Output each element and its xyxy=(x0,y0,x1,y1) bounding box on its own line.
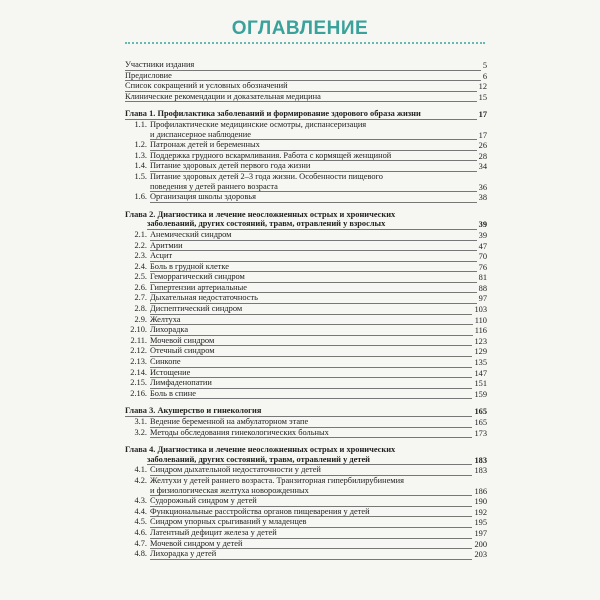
toc-subentry[interactable]: 2.12. Отечный синдром 129 xyxy=(130,346,487,357)
toc-subentry[interactable]: 2.2. Аритмии 47 xyxy=(134,240,487,251)
toc-subentry[interactable]: 4.7. Мочевой синдром у детей 200 xyxy=(134,538,487,549)
toc-subentry[interactable]: 2.10. Лихорадка 116 xyxy=(130,325,487,336)
table-of-contents xyxy=(125,60,487,560)
toc-subentry[interactable]: 3.1. Ведение беременной на амбулаторном этапе 165 xyxy=(134,417,487,427)
toc-subentry[interactable]: 2.7. Дыхательная недостаточность 97 xyxy=(134,293,487,304)
toc-subentry[interactable]: 2.15. Лимфаденопатии 151 xyxy=(130,378,487,389)
toc-subentry[interactable]: 1.1. Профилактические медицинские осмотры, диспансеризация и диспансерное наблюдение 17 xyxy=(134,119,487,140)
toc-subentry[interactable]: 4.1. Синдром дыхательной недостаточности у детей 183 xyxy=(134,465,487,476)
toc-subentry[interactable]: 4.5. Синдром упорных срыгиваний у младенцев 195 xyxy=(134,517,487,528)
toc-subentry[interactable]: 2.5. Геморрагический синдром 81 xyxy=(134,272,487,283)
chapter-3-heading[interactable]: Глава 3. Акушерство и гинекология 165 xyxy=(125,406,487,417)
toc-subentry[interactable]: 2.8. Диспептический синдром 103 xyxy=(134,304,487,315)
toc-subentry[interactable]: 4.4. Функциональные расстройства органов пищеварения у детей 192 xyxy=(134,506,487,517)
chapter-4-heading[interactable]: Глава 4. Диагностика и лечение неосложненных острых и хронических заболеваний, других состояний, травм, отравлений у детей 183 xyxy=(125,445,487,465)
toc-entry[interactable]: Клинические рекомендации и доказательная медицина 15 xyxy=(125,91,487,102)
chapter-1-heading[interactable]: Глава 1. Профилактика заболеваний и формирование здорового образа жизни 17 xyxy=(125,109,487,120)
toc-subentry[interactable]: 3.2. Методы обследования гинекологических больных 173 xyxy=(134,427,487,438)
toc-subentry[interactable]: 4.3. Судорожный синдром у детей 190 xyxy=(134,496,487,507)
page-title: ОГЛАВЛЕНИЕ xyxy=(231,18,369,39)
toc-entry[interactable]: Список сокращений и условных обозначений 12 xyxy=(125,81,487,92)
toc-subentry[interactable]: 2.14. Истощение 147 xyxy=(130,367,487,378)
toc-subentry[interactable]: 4.2. Желтухи у детей раннего возраста. Транзиторная гипербилирубинемия и физиологическая желтуха новорожденных 186 xyxy=(134,475,487,496)
toc-subentry[interactable]: 4.8. Лихорадка у детей 203 xyxy=(134,549,487,560)
toc-entry[interactable]: Предисловие 6 xyxy=(125,70,487,81)
chapter-2-heading[interactable]: Глава 2. Диагностика и лечение неосложненных острых и хронических заболеваний, других состояний, травм, отравлений у взрослых 39 xyxy=(125,209,487,230)
toc-subentry[interactable]: 1.4. Питание здоровых детей первого года жизни 34 xyxy=(134,161,487,172)
toc-subentry[interactable]: 2.9. Желтуха 110 xyxy=(134,314,487,325)
toc-subentry[interactable]: 1.6. Организация школы здоровья 38 xyxy=(134,192,487,203)
toc-entry[interactable]: Участники издания 5 xyxy=(125,60,487,70)
toc-subentry[interactable]: 2.3. Асцит 70 xyxy=(134,251,487,262)
toc-subentry[interactable]: 2.1. Анемический синдром 39 xyxy=(134,229,487,240)
toc-subentry[interactable]: 2.4. Боль в грудной клетке 76 xyxy=(134,261,487,272)
toc-subentry[interactable]: 1.3. Поддержка грудного вскармливания. Работа с кормящей женщиной 28 xyxy=(134,150,487,161)
toc-subentry[interactable]: 4.6. Латентный дефицит железа у детей 197 xyxy=(134,527,487,538)
toc-subentry[interactable]: 1.5. Питание здоровых детей 2–3 года жизни. Особенности пищевого поведения у детей раннего возраста 36 xyxy=(134,171,487,192)
toc-subentry[interactable]: 2.11. Мочевой синдром 123 xyxy=(130,335,487,346)
toc-subentry[interactable]: 2.13. Синкопе 135 xyxy=(130,357,487,368)
toc-subentry[interactable]: 2.6. Гипертензии артериальные 88 xyxy=(134,282,487,293)
toc-subentry[interactable]: 1.2. Патронаж детей и беременных 26 xyxy=(134,140,487,151)
toc-subentry[interactable]: 2.16. Боль в спине 159 xyxy=(130,388,487,399)
title-dotted-rule xyxy=(125,42,485,44)
chapter-2-list xyxy=(125,230,487,400)
